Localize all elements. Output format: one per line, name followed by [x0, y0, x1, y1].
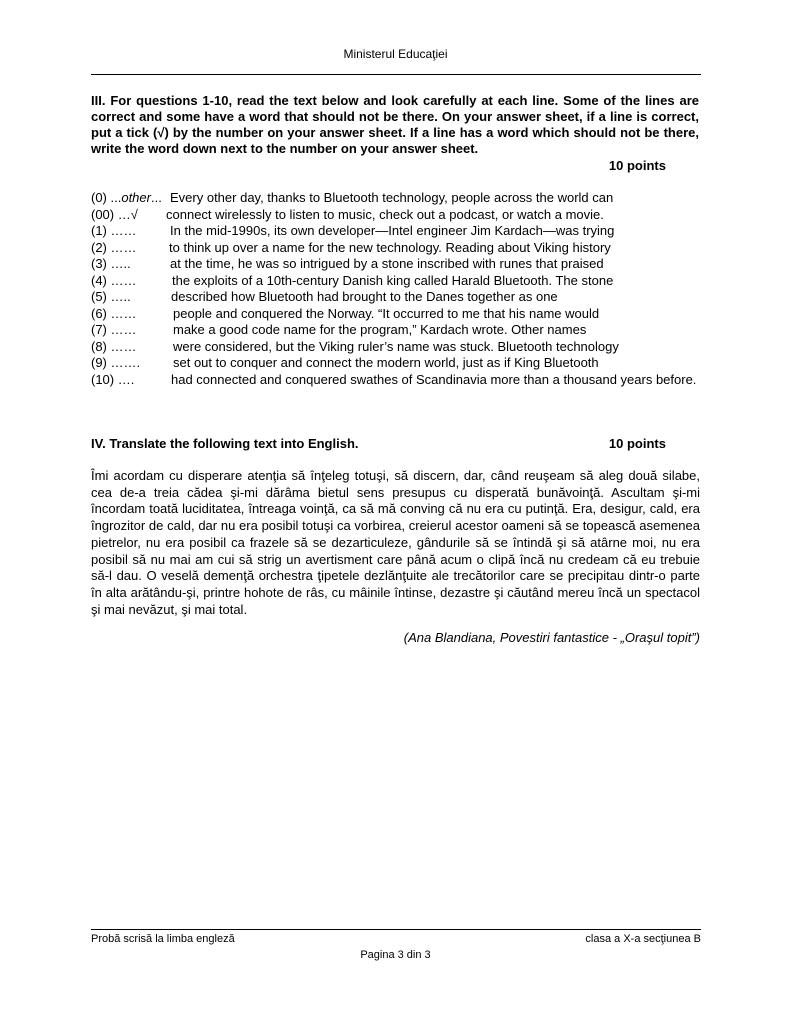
line-text: set out to conquer and connect the modern world, just as if King Bluetooth	[173, 355, 599, 370]
footer-class: clasa a X-a secţiunea B	[585, 933, 701, 945]
line-text: had connected and conquered swathes of Scandinavia more than a thousand years before.	[171, 371, 697, 387]
line-number: (3) …..	[91, 256, 131, 271]
line-text: connect wirelessly to listen to music, check out a podcast, or watch a movie.	[166, 206, 604, 222]
example-line-00	[91, 207, 703, 224]
line-text: were considered, but the Viking ruler’s name was stuck. Bluetooth technology	[173, 338, 619, 354]
section-4-title: IV. Translate the following text into English.	[91, 436, 359, 451]
page-header: Ministerul Educaţiei	[343, 47, 448, 61]
example-word: other	[121, 190, 151, 205]
line-text: people and conquered the Norway. “It occurred to me that his name would	[173, 305, 600, 321]
line-number: (4) ……	[91, 272, 137, 288]
line-text: to think up over a name for the new technology. Reading about Viking history	[169, 239, 611, 255]
question-line-8	[91, 339, 703, 356]
question-line-9	[91, 355, 703, 372]
line-number: (6) ……	[91, 305, 137, 321]
line-text: at the time, he was so intrigued by a stone inscribed with runes that praised	[170, 256, 604, 271]
question-line-5	[91, 289, 703, 306]
line-number: (0) ...other...	[91, 190, 162, 205]
line-text: Every other day, thanks to Bluetooth technology, people across the world can	[170, 190, 614, 205]
section-4-points: 10 points	[608, 436, 666, 451]
citation: (Ana Blandiana, Povestiri fantastice - „Oraşul topit”)	[403, 630, 700, 645]
line-number: (7) ……	[91, 322, 137, 337]
exercise-lines	[91, 190, 703, 405]
line-number: (9) …….	[91, 355, 141, 370]
question-line-4	[91, 273, 703, 290]
line-number: (5) …..	[91, 289, 131, 304]
question-line-1	[91, 223, 703, 240]
footer-divider	[91, 929, 701, 930]
footer-subject: Probă scrisă la limba engleză	[91, 933, 235, 945]
line-number: (8) ……	[91, 338, 137, 354]
question-line-3	[91, 256, 703, 273]
line-text: described how Bluetooth had brought to the Danes together as one	[171, 289, 558, 304]
page-number: Pagina 3 din 3	[360, 949, 431, 961]
header-divider	[91, 74, 701, 75]
section-3-instructions: III. For questions 1-10, read the text below and look carefully at each line. Some of the lines are correct and some have a word that should not be there. On your answer sheet, if a line is correct, put a tick (√) by the number on your answer sheet. If a line has a word which should not be there, write the word down next to the number on your answer sheet.	[91, 93, 699, 156]
line-text: the exploits of a 10th-century Danish king called Harald Bluetooth. The stone	[172, 272, 614, 288]
translation-text: Îmi acordam cu disperare atenţia să înţeleg totuşi, să discern, dar, când reuşeam să aleg două silabe, cea de-a treia cădea şi-mi dărâma bietul sens presupus cu disperată bunăvoinţă. Ascultam şi-mi încordam toată luciditatea, întreaga voinţă, ca să mă conving că nu era cu putinţă. Era, desigur, cald, era îngrozitor de cald, dar nu era posibil totuşi ca vorbirea, creierul acestor oameni să se topească asemenea pietrelor, nu era posibil ca frazele să se dezarticuleze, gândurile să se întindă şi să atârne moi, nu era posibil să nu mai am cui să strig un avertisment care până acum o clipă încă nu credeam că eu trebuie să-l dau. O veselă demenţă orchestra ţipetele dezlănţuite ale trecătorilor care se precipitau dintr-o parte în alta arătându-şi, printre hohote de râs, cu mâinile întinse, dezastre şi căutând mereu încă un spectacol şi mai nevăzut, şi mai total.	[91, 468, 700, 617]
line-number: (2) ……	[91, 239, 137, 255]
question-line-7	[91, 322, 703, 339]
question-line-6	[91, 306, 703, 323]
question-line-10	[91, 372, 703, 405]
line-text: make a good code name for the program,” Kardach wrote. Other names	[173, 322, 587, 337]
question-line-2	[91, 240, 703, 257]
line-text: In the mid-1990s, its own developer—Intel engineer Jim Kardach—was trying	[170, 223, 615, 238]
line-number: (1) ……	[91, 223, 137, 238]
section-3-points: 10 points	[608, 158, 666, 173]
line-number: (10) ….	[91, 371, 135, 387]
line-number: (00) …√	[91, 206, 138, 222]
example-line-0	[91, 190, 703, 207]
